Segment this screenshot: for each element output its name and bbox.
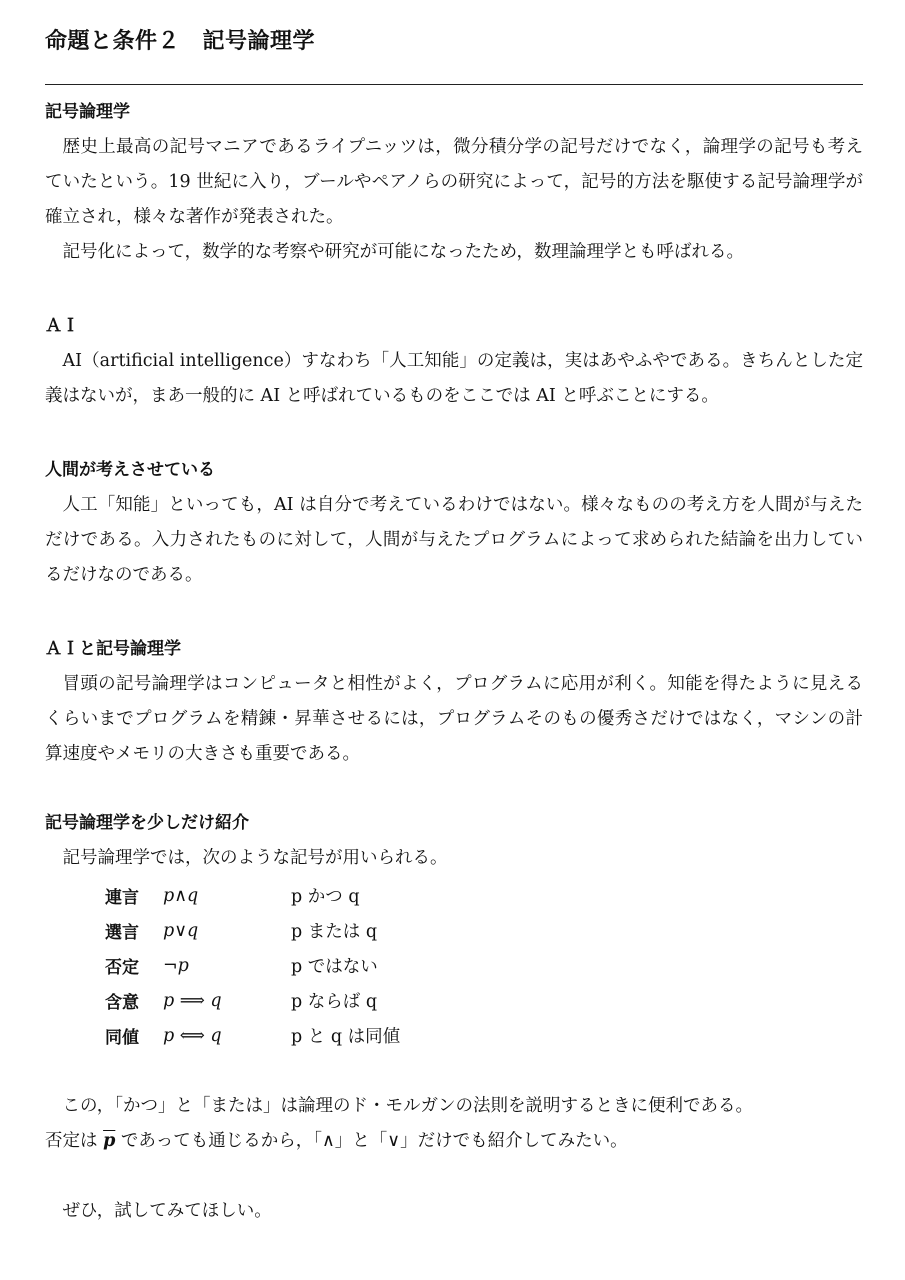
paragraph: 歴史上最高の記号マニアであるライプニッツは，微分積分学の記号だけでなく，論理学の記号も考えていたという。19 世紀に入り，ブールやペアノらの研究によって，記号的方法を駆使する記号論理学が確立され，様々な著作が発表された。 xyxy=(45,137,863,227)
symbol-name: 同値 xyxy=(105,1028,139,1048)
symbol-expression: p ⟹ q xyxy=(163,990,222,1011)
paragraph: AI（artificial intelligence）すなわち「人工知能」の定義は，実はあやふやである。きちんとした定義はないが，まあ一般的に AI と呼ばれているものをここでは AI と呼ぶことにする。 xyxy=(45,351,863,406)
negated-p-symbol: $\overline{p}$ xyxy=(103,1131,116,1151)
title-divider xyxy=(45,84,863,85)
section-ai-and-symbolic-logic xyxy=(45,635,863,772)
paragraph: 記号化によって，数学的な考察や研究が可能になったため，数理論理学とも呼ばれる。 xyxy=(62,242,744,262)
section-symbolic-logic xyxy=(45,98,863,270)
symbol-meaning: p ならば q xyxy=(291,992,378,1012)
symbol-expression: p ⟺ q xyxy=(163,1025,222,1046)
symbol-meaning: p ではない xyxy=(291,957,378,977)
symbol-expression: ¬p xyxy=(163,955,189,976)
paragraph: 冒頭の記号論理学はコンピュータと相性がよく，プログラムに応用が利く。知能を得たように見えるくらいまでプログラムを精錬・昇華させるには，プログラムそのもの優秀さだけではなく，マシンの計算速度やメモリの大きさも重要である。 xyxy=(45,674,863,764)
paragraph-negation-note xyxy=(45,1124,863,1159)
page-title: 命題と条件２ 記号論理学 xyxy=(45,29,316,54)
symbol-expression: p∧q xyxy=(163,885,199,906)
paragraph: ぜひ，試してみてほしい。 xyxy=(62,1201,272,1221)
paragraph: 人工「知能」といっても，AI は自分で考えているわけではない。様々なものの考え方を人間が与えただけである。入力されたものに対して，人間が与えたプログラムによって求められた結論を出力しているだけなのである。 xyxy=(45,495,863,585)
symbol-row-disjunction xyxy=(105,913,863,948)
symbol-name: 含意 xyxy=(105,993,139,1013)
document-page xyxy=(45,22,863,1229)
symbol-expression: p∨q xyxy=(163,920,199,941)
section-heading: 記号論理学を少しだけ紹介 xyxy=(45,813,249,833)
text-fragment: 否定は xyxy=(45,1131,98,1151)
symbol-meaning: p と q は同値 xyxy=(291,1027,401,1047)
symbol-row-conjunction xyxy=(105,878,863,913)
section-heading: 人間が考えさせている xyxy=(45,460,215,480)
symbol-row-implication xyxy=(105,983,863,1018)
symbol-table xyxy=(105,878,863,1053)
symbol-name: 否定 xyxy=(105,958,139,978)
section-heading: 記号論理学 xyxy=(45,102,130,122)
section-symbol-intro xyxy=(45,809,863,1229)
symbol-name: 選言 xyxy=(105,923,139,943)
symbol-name: 連言 xyxy=(105,888,139,908)
section-humans-make-it-think xyxy=(45,456,863,593)
symbol-row-equivalence xyxy=(105,1018,863,1053)
paragraph: この，「かつ」と「または」は論理のド・モルガンの法則を説明するときに便利である。 xyxy=(62,1096,754,1116)
symbol-meaning: p または q xyxy=(291,922,378,942)
paragraph: 記号論理学では，次のような記号が用いられる。 xyxy=(62,848,448,868)
section-ai xyxy=(45,312,863,414)
text-fragment: であっても通じるから，「∧」と「∨」だけでも紹介してみたい。 xyxy=(120,1131,628,1151)
symbol-row-negation xyxy=(105,948,863,983)
section-heading: ＡＩ xyxy=(45,316,79,336)
section-heading: ＡＩと記号論理学 xyxy=(45,639,181,659)
symbol-meaning: p かつ q xyxy=(291,887,360,907)
